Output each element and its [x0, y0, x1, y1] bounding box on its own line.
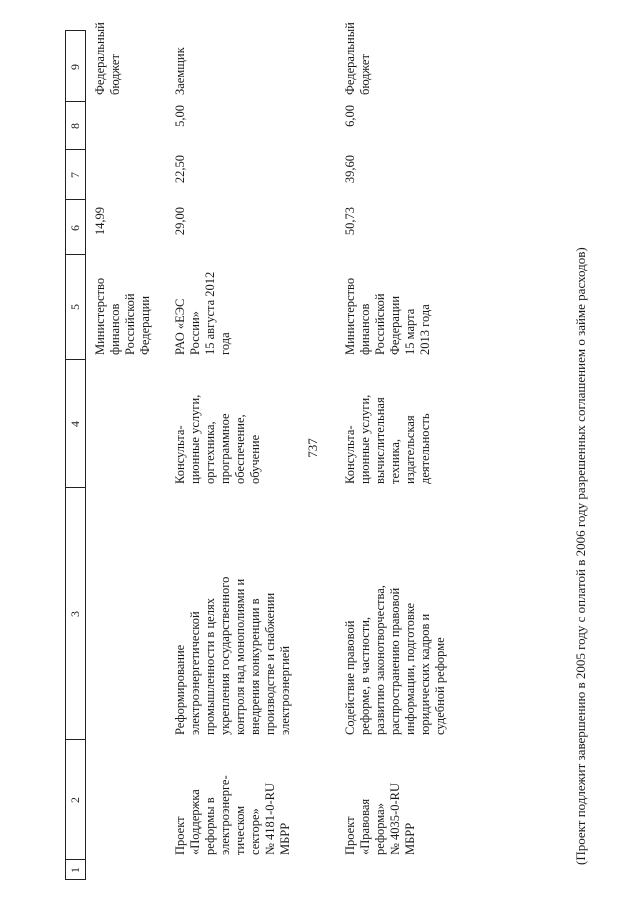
- col-sep: [65, 739, 85, 740]
- row1-executor: Министерство финансов Российской Федерации: [93, 277, 152, 355]
- footnote: (Проект подлежит завершению в 2005 году с оплатой в 2006 году разрешенных соглашением о займе расходов): [573, 247, 588, 865]
- row3-categories: Консульта- ционные услуги, вычислительная техника, издательская деятельность: [343, 394, 432, 484]
- row3-executor: Министерство финансов Российской Федерации 15 марта 2013 года: [343, 277, 432, 355]
- col-sep: [65, 101, 85, 102]
- header-bottom-rule: [85, 30, 86, 880]
- col-header-2: 2: [68, 797, 82, 803]
- table-top-rule: [65, 30, 66, 880]
- row2-col6: 29,00: [173, 207, 187, 236]
- row3-goal: Содействие правовой реформе, в частности, развитию законотворчества, распространению правовой информации, подготовке юридических кадров и судебной реформе: [343, 585, 447, 735]
- col-header-1: 1: [68, 867, 82, 873]
- row2-executor: РАО «ЕЭС России» 15 августа 2012 года: [173, 271, 232, 355]
- row3-col7: 39,60: [343, 155, 357, 184]
- col-sep: [65, 199, 85, 200]
- row1-source: Федеральный бюджет: [93, 22, 122, 95]
- row2-goal: Реформирование электроэнергетической промышленности в целях укрепления государственного контроля над монополиями и внедрения конкуренции в производстве и снабжении электроэнергией: [173, 576, 292, 735]
- row2-categories: Консульта- ционные услуги, оргтехника, программное обеспечение, обучение: [173, 394, 262, 484]
- col-header-6: 6: [68, 225, 82, 231]
- page-number: 737: [304, 438, 320, 458]
- col-header-3: 3: [68, 611, 82, 617]
- col-header-4: 4: [68, 421, 82, 427]
- col-sep: [65, 30, 85, 31]
- col-header-5: 5: [68, 304, 82, 310]
- row3-project: Проект «Правовая реформа» № 4035-0-RU МБРР: [343, 783, 417, 855]
- row3-col8: 6,00: [343, 105, 357, 127]
- row1-col6: 14,99: [93, 207, 107, 236]
- rotated-page: [20, 22, 620, 880]
- col-header-7: 7: [68, 172, 82, 178]
- row2-source: Заемщик: [173, 47, 187, 95]
- row3-col6: 50,73: [343, 207, 357, 236]
- row2-col7: 22,50: [173, 155, 187, 184]
- row2-col8: 5,00: [173, 105, 187, 127]
- row3-source: Федеральный бюджет: [343, 22, 372, 95]
- col-sep: [65, 149, 85, 150]
- col-sep: [65, 359, 85, 360]
- col-sep: [65, 487, 85, 488]
- col-sep: [65, 254, 85, 255]
- col-header-9: 9: [68, 64, 82, 70]
- table: [65, 22, 630, 880]
- col-header-8: 8: [68, 123, 82, 129]
- row2-project: Проект «Поддержка реформы в электроэнерге- тическом секторе» № 4181-0-RU МБРР: [173, 775, 292, 855]
